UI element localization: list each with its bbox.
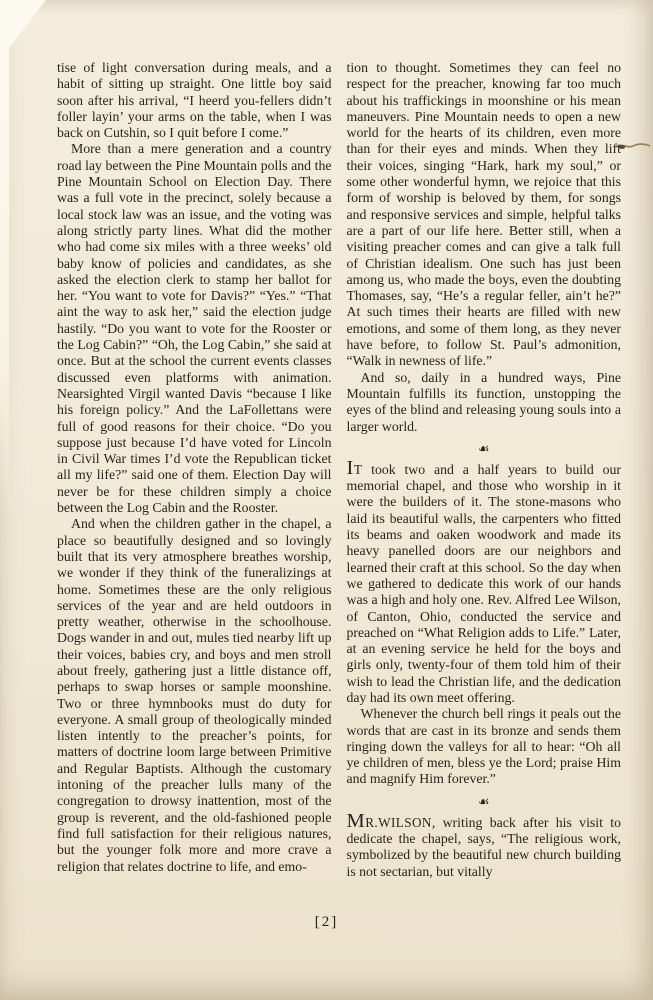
lead-capital: I bbox=[346, 456, 354, 479]
lead-smallcaps: R.WILSON bbox=[365, 814, 432, 830]
lead-capital: M bbox=[346, 809, 366, 832]
section-divider bbox=[347, 442, 622, 456]
body-paragraph: More than a mere generation and a country road lay between the Pine Mountain polls and the Pine Mountain School on Election Day. There was a full vote in the precinct, solely because a local stock law was an issue, and the voting was along strictly party lines. What did the mother who had come six miles with a three weeks’ old baby know of policies and candidates, as she asked the election clerk to stamp her ballot for her. “You want to vote for Davis?” “Yes.” “That aint the way to ask her,” said the election judge hastily. “Do you want to vote for the Rooster or the Log Cabin?” “Oh, the Log Cabin,” she said at once. But at the school the current events classes discussed even platforms with animation. Nearsighted Virgil wanted Davis “because I like his foreign policy.” And the LaFollettans were full of good reasons for their choice. “Do you suppose just because I’d have voted for Lincoln in Civil War times I’d vote the Republican ticket all my life?” said one of them. Election Day will never be for these children simply a choice between the Log Cabin and the Rooster. bbox=[57, 141, 332, 516]
fleuron-icon: ☙ bbox=[477, 440, 490, 456]
lead-smallcaps: T bbox=[353, 461, 363, 477]
page-number: [2] bbox=[314, 914, 339, 930]
body-paragraph: tion to thought. Sometimes they can feel no respect for the preacher, knowing far too much about his traffickings in moonshine or his mean maneuvers. Pine Mountain needs to open a new world for the hearts of its children, even more than for their eyes and minds. When they lift their voices, singing “Hark, hark my soul,” or some other wonderful hymn, we rejoice that this form of worship is beloved by them, for songs and responsive services and simple, helpful talks are a part of our life here. Better still, when a visiting preacher comes and can give a talk full of Christian idealism. One such has just been among us, who made the boys, even the doubting Thomases, say, “He’s a regular feller, ain’t he?” At such times their hearts are filled with new emotions, and some of them long, as they never have before, to follow St. Paul’s admonition, “Walk in newness of life.” bbox=[346, 60, 621, 369]
section-opener-paragraph bbox=[346, 809, 622, 880]
two-column-text-block bbox=[57, 60, 621, 880]
text-column-left bbox=[57, 60, 332, 880]
text-column-right bbox=[347, 60, 622, 880]
clipped-corner bbox=[0, 0, 46, 60]
page-edge-highlight bbox=[0, 0, 9, 520]
body-paragraph: And so, daily in a hundred ways, Pine Mountain fulfills its function, unstopping the eyes of the blind and releasing young souls into a larger world. bbox=[346, 369, 621, 434]
paragraph-text: took two and a half years to build our memorial chapel, and those who worship in it were the builders of it. The stone-masons who laid its beautiful walls, the carpenters who fitted its beams and oaken woodwork and made its heavy panelled doors are our neighbors and learned their craft at this school. So the day when we gathered to dedicate this work of our hands was a high and holy one. Rev. Alfred Lee Wilson, of Canton, Ohio, conducted the service and preached on “What Religion adds to Life.” Later, at an evening service he held for the boys and girls only, twenty-four of them told him of their wish to lead the Christian life, and the dedication day had its own meet offering. bbox=[346, 461, 621, 705]
fleuron-icon: ☙ bbox=[477, 793, 490, 809]
section-divider bbox=[347, 795, 622, 809]
body-paragraph: tise of light conversation during meals, and a habit of sitting up straight. One little boy said soon after his arrival, “I heerd you-fellers didn’t foller layin’ your arms on the table, when I was back on Cutshin, so I quit before I come.” bbox=[57, 60, 332, 141]
paragraph-text: , writing back after his visit to dedicate the chapel, says, “The religious work, symbolized by the beautiful new church building is not sectarian, but vitally bbox=[346, 814, 621, 879]
body-paragraph: Whenever the church bell rings it peals out the words that are cast in its bronze and sends them ringing down the valleys for all to hear: “Oh all ye children of men, bless ye the Lord; praise Him and magnify Him forever.” bbox=[346, 706, 621, 787]
body-paragraph: And when the children gather in the chapel, a place so beautifully designed and so lovingly built that its very atmosphere breathes worship, we wonder if they think of the funeralizings at home. Sometimes these are the only religious services of the year and are held outdoors in pretty weather, otherwise in the schoolhouse. Dogs wander in and out, mules tied nearby lift up their voices, babies cry, and boys and men stroll about freely, gathering just a little distance off, perhaps to swap horses or sample moonshine. Two or three hymnbooks must do duty for everyone. A small group of theologically minded listen intently to the preacher’s points, for matters of doctrine loom large between Primitive and Regular Baptists. Although the customary intoning of the preacher lulls many of the congregation to drowsy inattention, most of the group is reverent, and the old-fashioned people find full satisfaction for their religious natures, but the younger folk more and more crave a religion that relates doctrine to life, and emo- bbox=[57, 516, 332, 874]
section-opener-paragraph bbox=[346, 456, 622, 706]
